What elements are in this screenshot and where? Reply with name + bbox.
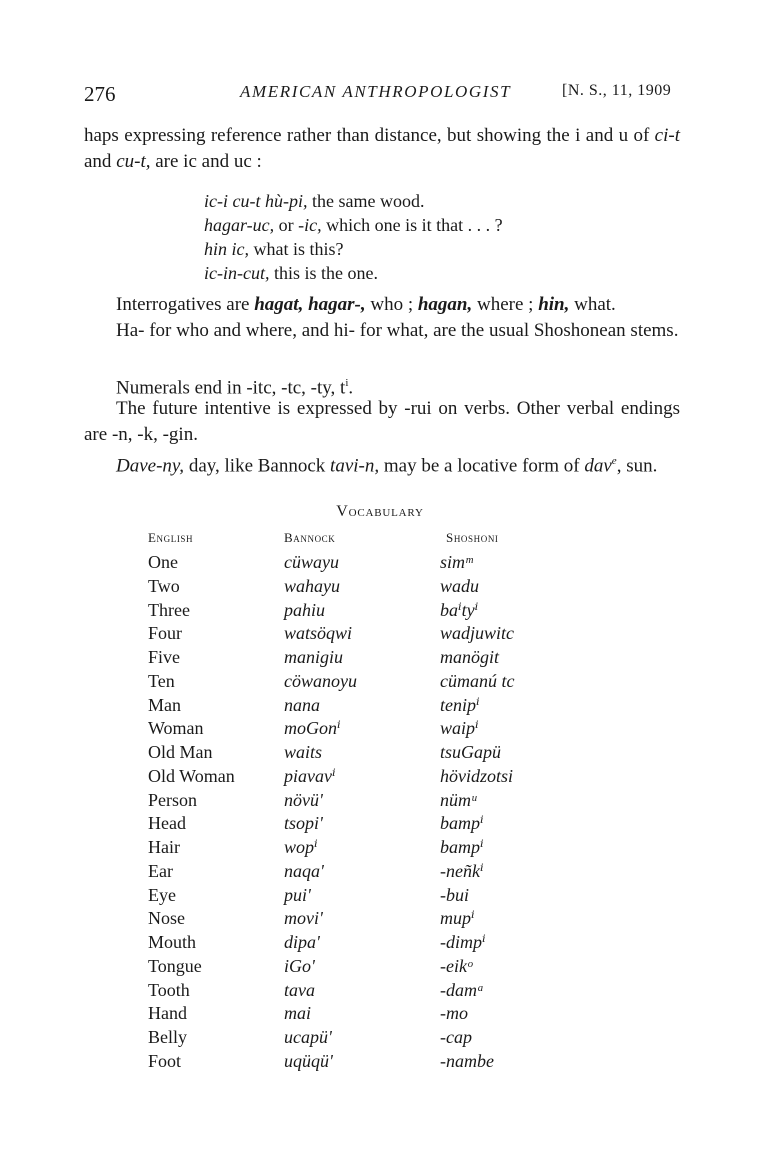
stems-paragraph: Ha- for who and where, and hi- for what, are the usual Shoshonean stems.: [116, 320, 679, 341]
english-word: Five: [148, 647, 181, 667]
table-row: [0, 766, 760, 790]
term-ci-t: ci-t: [654, 125, 680, 146]
bannock-word: uqüqü': [284, 1050, 333, 1071]
english-word: Old Man: [148, 742, 213, 762]
english-word: Head: [148, 813, 186, 834]
vocabulary-title: Vocabulary: [336, 503, 424, 520]
english-word: Old Woman: [148, 765, 235, 786]
table-row: [0, 813, 760, 837]
shoshoni-word: hövidzotsi: [440, 765, 514, 786]
english-word: Two: [148, 575, 180, 596]
shoshoni-word: mupⁱ: [440, 908, 475, 929]
bannock-word: iGo': [284, 955, 315, 976]
bannock-word: mai: [284, 1003, 311, 1024]
table-row: [0, 576, 760, 600]
table-row: [0, 790, 760, 814]
table-row: [0, 647, 760, 671]
english-word: One: [148, 552, 178, 572]
table-row: [0, 623, 760, 647]
shoshoni-word: -cap: [440, 1027, 472, 1047]
interrogatives-paragraph: Interrogatives are hagat, hagar-, who ; hagan, where ; hin, what.: [116, 294, 616, 315]
table-row: [0, 837, 760, 861]
shoshoni-word: wadjuwitc: [440, 623, 515, 644]
term-cu-t: cu-t,: [116, 151, 151, 172]
shoshoni-word: nümᵘ: [440, 789, 477, 810]
running-title: AMERICAN ANTHROPOLOGIST: [240, 82, 512, 101]
english-word: Four: [148, 623, 183, 644]
example-list: [204, 189, 503, 285]
shoshoni-word: -mo: [440, 1003, 468, 1024]
bannock-word: moGonⁱ: [284, 718, 341, 739]
shoshoni-word: -nambe: [440, 1050, 494, 1071]
shoshoni-word: -damᵃ: [440, 979, 485, 1000]
english-word: Eye: [148, 884, 176, 905]
volume-info: [N. S., 11, 1909: [562, 82, 672, 99]
table-row: [0, 1003, 760, 1027]
english-word: Three: [148, 599, 190, 620]
shoshoni-word: tsuGapü: [440, 742, 502, 762]
vocabulary-table: [0, 552, 760, 1075]
english-word: Tongue: [148, 955, 202, 976]
table-row: [0, 718, 760, 742]
table-row: [0, 956, 760, 980]
bannock-word: wahayu: [284, 575, 340, 596]
table-row: [0, 600, 760, 624]
dave-paragraph: Dave-ny, day, like Bannock tavi-n, may be a locative form of dav$^e$, sun.: [116, 455, 658, 477]
bannock-word: nana: [284, 694, 320, 715]
bannock-word: wopⁱ: [284, 837, 318, 857]
table-row: [0, 1051, 760, 1075]
example-item: ic-in-cut, this is the one.: [204, 263, 378, 283]
table-row: [0, 908, 760, 932]
english-word: Hair: [148, 837, 180, 857]
table-row: [0, 695, 760, 719]
page-number: 276: [84, 82, 116, 106]
bannock-word: cüwayu: [284, 552, 339, 572]
table-row: [0, 552, 760, 576]
english-word: Nose: [148, 908, 185, 929]
english-word: Tooth: [148, 979, 190, 1000]
bannock-word: piavavⁱ: [284, 765, 336, 786]
bannock-word: tsopi': [284, 813, 323, 834]
example-item: ic-i cu-t hù-pi, the same wood.: [204, 191, 425, 211]
shoshoni-word: tenipⁱ: [440, 694, 480, 715]
example-item: hagar-uc, or -ic, which one is it that . . . ?: [204, 215, 503, 235]
table-row: [0, 1027, 760, 1051]
shoshoni-word: -neñkⁱ: [440, 860, 484, 881]
bannock-word: naqa': [284, 860, 324, 881]
bannock-word: pui': [284, 884, 311, 905]
bannock-word: pahiu: [284, 599, 326, 620]
column-header-bannock: Bannock: [284, 530, 336, 545]
bannock-word: dipa': [284, 932, 320, 952]
shoshoni-word: bampⁱ: [440, 837, 484, 857]
shoshoni-word: manögit: [440, 647, 500, 667]
bannock-word: tava: [284, 979, 315, 1000]
english-word: Hand: [148, 1003, 187, 1024]
bannock-word: cöwanoyu: [284, 670, 357, 691]
table-row: [0, 980, 760, 1004]
shoshoni-word: -bui: [440, 884, 469, 905]
example-item: hin ic, what is this?: [204, 239, 344, 259]
table-row: [0, 885, 760, 909]
english-word: Belly: [148, 1027, 187, 1047]
shoshoni-word: wadu: [440, 575, 480, 596]
future-paragraph: The future intentive is expressed by -rui on verbs. Other verbal endings are -n, -k, -gin.: [84, 398, 680, 445]
english-word: Woman: [148, 718, 204, 739]
bannock-word: movi': [284, 908, 323, 929]
intro-paragraph: haps expressing reference rather than distance, but showing the i and u of ci-t and cu-t, are ic and uc :: [84, 125, 680, 172]
bannock-word: ucapü': [284, 1027, 332, 1047]
english-word: Ten: [148, 670, 175, 691]
english-word: Foot: [148, 1050, 182, 1071]
bannock-word: watsöqwi: [284, 623, 353, 644]
shoshoni-word: baⁱtyⁱ: [440, 599, 479, 620]
shoshoni-word: -eikᵒ: [440, 955, 473, 976]
bannock-word: waits: [284, 742, 323, 762]
english-word: Mouth: [148, 932, 197, 952]
english-word: Man: [148, 694, 181, 715]
table-row: [0, 742, 760, 766]
shoshoni-word: cümanú tc: [440, 670, 515, 691]
shoshoni-word: bampⁱ: [440, 813, 484, 834]
column-header-english: English: [148, 530, 194, 545]
bannock-word: növü': [284, 789, 323, 810]
bannock-word: manigiu: [284, 647, 344, 667]
table-row: [0, 861, 760, 885]
table-row: [0, 671, 760, 695]
column-header-shoshoni: Shoshoni: [446, 530, 499, 545]
shoshoni-word: simᵐ: [440, 552, 473, 572]
numerals-paragraph: Numerals end in -itc, -tc, -ty, $t^i$.: [116, 377, 354, 399]
english-word: Ear: [148, 860, 173, 881]
shoshoni-word: -dimpⁱ: [440, 932, 486, 952]
shoshoni-word: waipⁱ: [440, 718, 479, 739]
english-word: Person: [148, 789, 197, 810]
table-row: [0, 932, 760, 956]
